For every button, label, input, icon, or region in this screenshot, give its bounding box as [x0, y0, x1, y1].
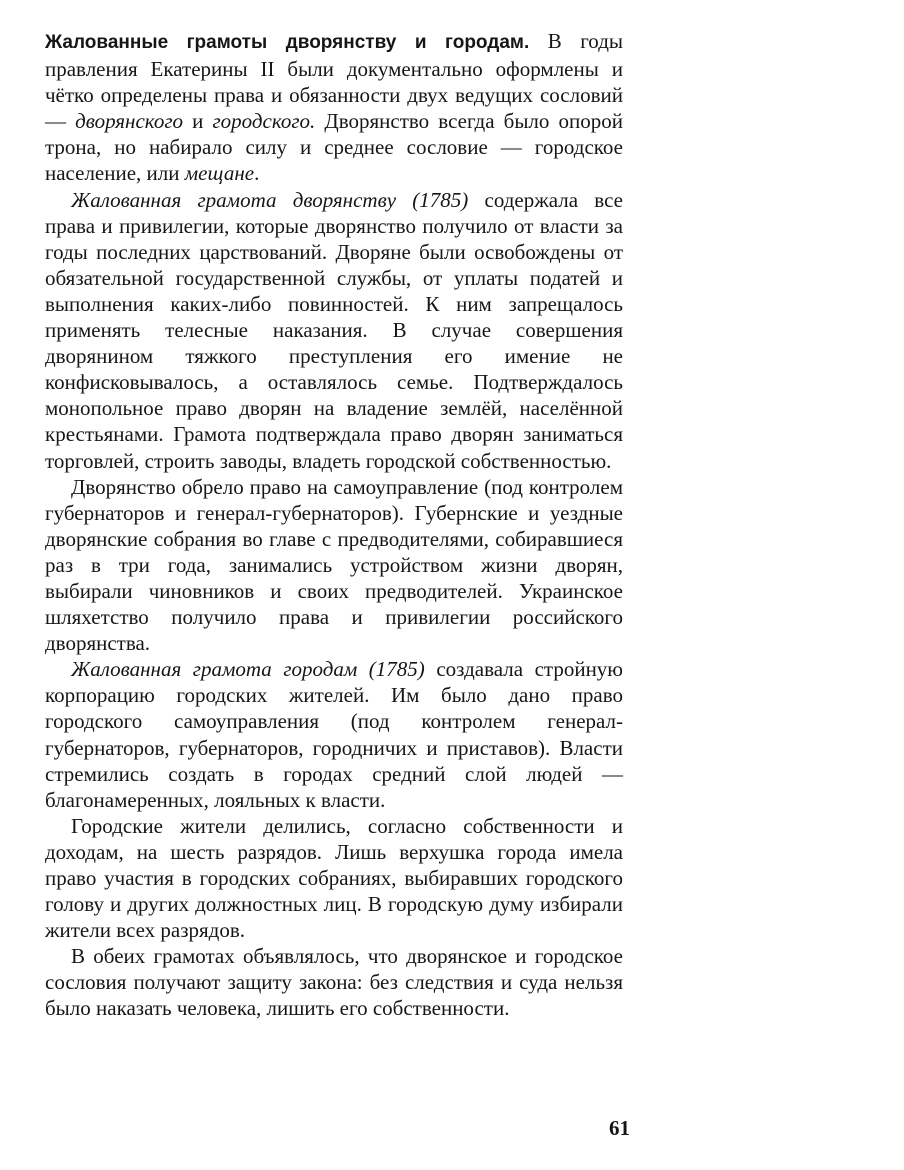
paragraph-2-text: содержала все права и привилегии, которые дворянство получило от власти за годы последних царствований. Дворяне были освобождены от обязательной государственной службы, от уплаты податей и выполнения каких-либо повинностей. К ним запрещалось применять телесные наказания. В случае совершения дворянином тяжкого преступления его имение не конфисковывалось, а оставлялось семье. Подтверждалось монопольное право дворян на владение землёй, населённой крестьянами. Грамота подтверждала право дворян заниматься торговлей, строить заводы, владеть городской собственностью. — [45, 187, 623, 473]
document-body — [45, 28, 623, 1022]
paragraph-1 — [45, 28, 623, 187]
italic-charter-nobility: Жалованная грамота дворянству (1785) — [71, 187, 469, 212]
paragraph-6-text: В обеих грамотах объявлялось, что дворянское и городское сословия получают защиту закона: без следствия и суда нельзя было наказать человека, лишить его собственности. — [45, 944, 623, 1021]
paragraph-3 — [45, 474, 623, 657]
paragraph-6 — [45, 943, 623, 1021]
paragraph-5 — [45, 813, 623, 943]
paragraph-1-text-4: . — [254, 161, 260, 186]
paragraph-3-text: Дворянство обрело право на самоуправление (под контролем губернаторов и генерал-губернаторов). Губернские и уездные дворянские собрания во главе с предводителями, собиравшиеся раз в три года, занимались устройством жизни дворян, выбирали чиновников и своих предводителей. Украинское шляхетство получило права и привилегии российского дворянства. — [45, 474, 623, 656]
italic-term-noble: дворянского — [75, 109, 184, 134]
italic-term-urban: городского. — [212, 109, 316, 134]
paragraph-1-text-1: В годы правления Екатерины II были документально оформлены и чётко определены права и обязанности двух ведущих сословий — — [45, 29, 623, 134]
italic-term-meshchane: мещане — [184, 161, 255, 186]
italic-charter-towns: Жалованная грамота городам (1785) — [71, 657, 425, 682]
paragraph-4-text: создавала стройную корпорацию городских жителей. Им было дано право городского самоуправления (под контролем генерал-губернаторов, губернаторов, городничих и приставов). Власти стремились создать в городах средний слой людей — благонамеренных, лояльных к власти. — [45, 657, 623, 812]
paragraph-4 — [45, 656, 623, 813]
paragraph-5-text: Городские жители делились, согласно собственности и доходам, на шесть разрядов. Лишь верхушка города имела право участия в городских собраниях, выбиравших городского голову и других должностных лиц. В городскую думу избирали жители всех разрядов. — [45, 813, 623, 943]
section-heading: Жалованные грамоты дворянству и городам. — [45, 32, 530, 53]
page-number: 61 — [609, 1116, 630, 1140]
paragraph-2 — [45, 187, 623, 474]
paragraph-1-text-2: и — [183, 109, 213, 134]
paragraph-1-text-3: Дворянство всегда было опорой трона, но набирало силу и среднее сословие — городское население, или — [45, 109, 623, 186]
